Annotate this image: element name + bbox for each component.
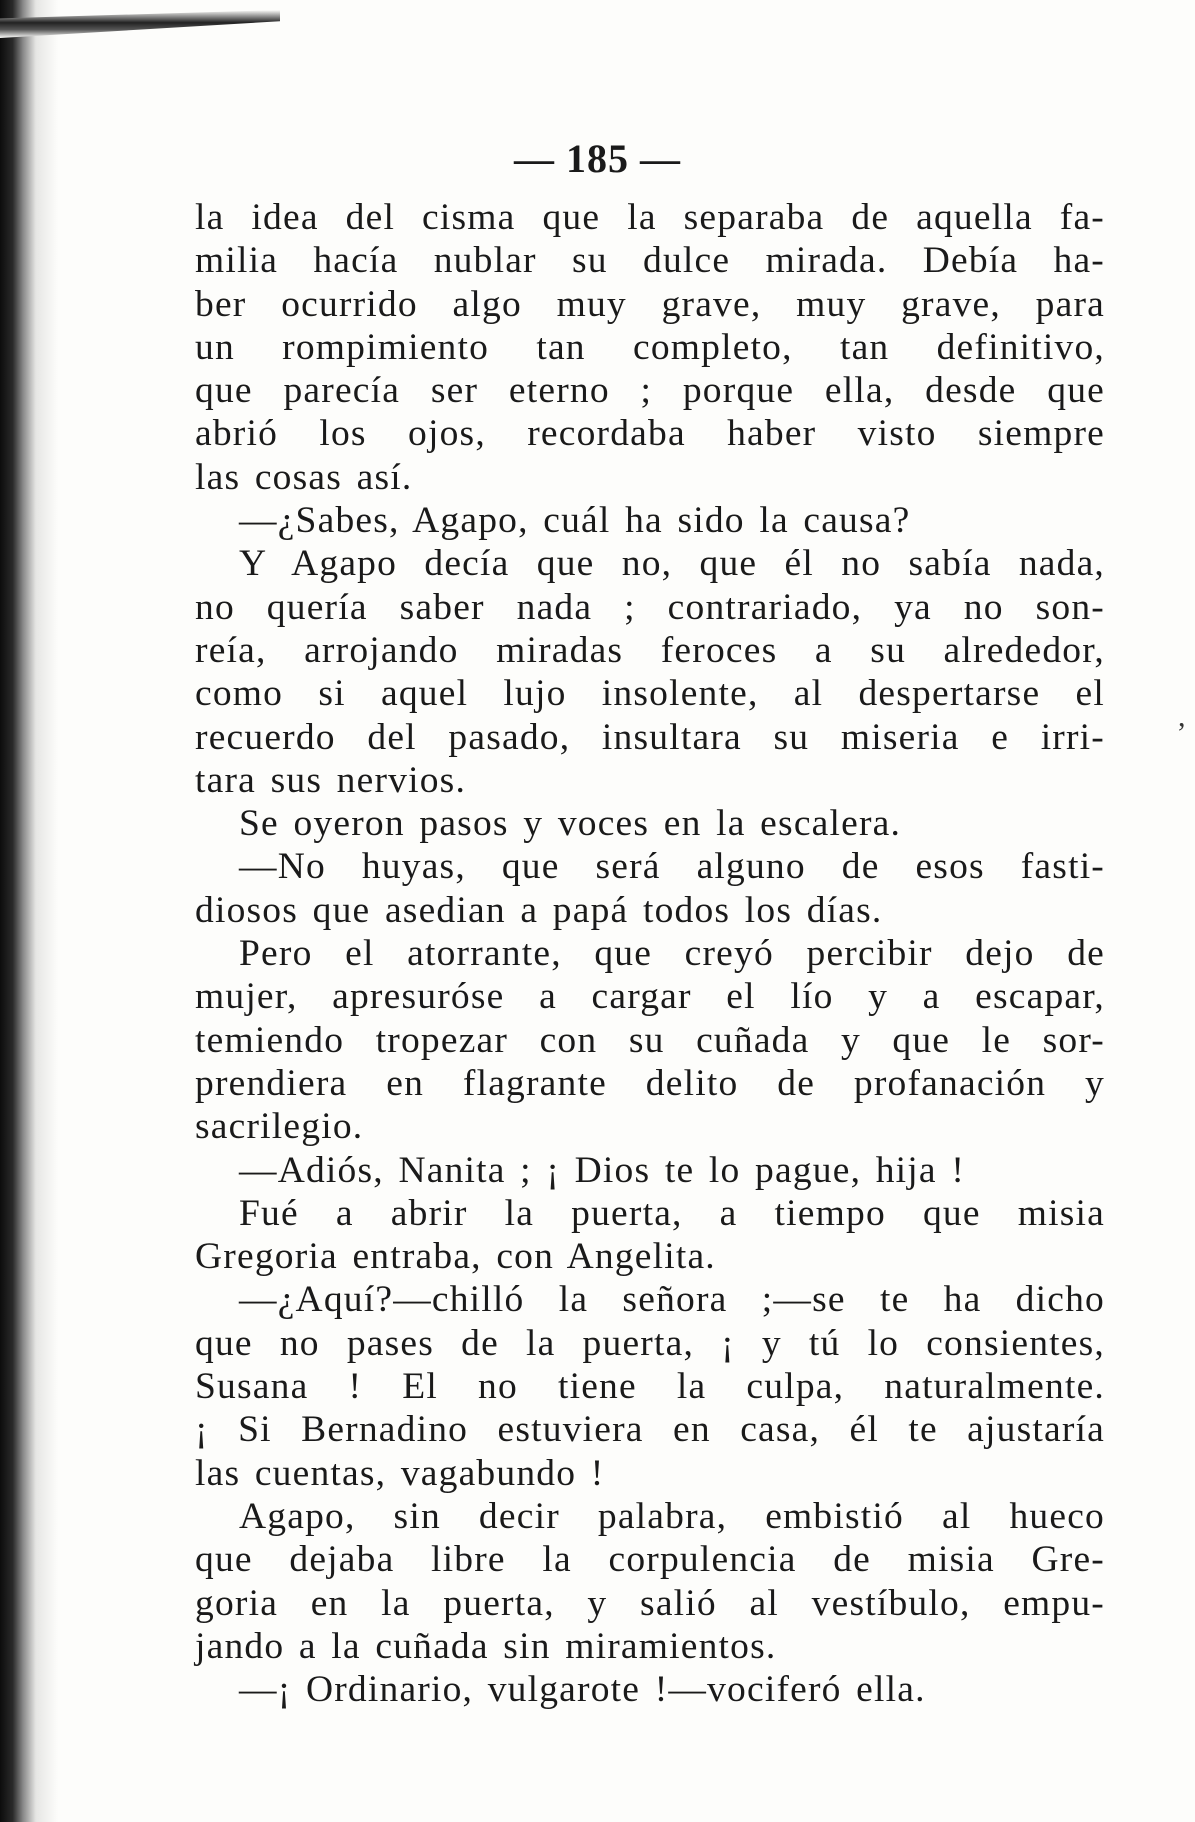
text-line: ¡ Si Bernadino estuviera en casa, él te ajustaría (195, 1409, 1105, 1451)
text-line: que dejaba libre la corpulencia de misia Gre- (195, 1539, 1105, 1581)
text-line: la idea del cisma que la separaba de aquella fa- (195, 197, 1105, 238)
text-line: mujer, apresuróse a cargar el lío y a escapar, (195, 976, 1105, 1018)
text-line: no quería saber nada ; contrariado, ya no son- (195, 586, 1105, 628)
text-line: ber ocurrido algo muy grave, muy grave, para (195, 283, 1105, 325)
body-text (195, 196, 1105, 1711)
text-line: recuerdo del pasado, insultara su miseria e irri- (195, 716, 1105, 758)
text-line: reía, arrojando miradas feroces a su alrededor, (195, 629, 1105, 671)
text-line: —¡ Ordinario, vulgarote !—vociferó ella. (239, 1669, 926, 1711)
text-line: las cuentas, vagabundo ! (195, 1452, 605, 1494)
text-line: Agapo, sin decir palabra, embistió al hueco (239, 1495, 1105, 1537)
text-line: temiendo tropezar con su cuñada y que le sor- (195, 1019, 1105, 1061)
text-line: Y Agapo decía que no, que él no sabía nada, (239, 543, 1105, 585)
text-line: —Adiós, Nanita ; ¡ Dios te lo pague, hija ! (239, 1149, 966, 1191)
text-line: como si aquel lujo insolente, al despertarse el (195, 673, 1105, 715)
page-number: — 185 — (514, 136, 681, 181)
text-line: goria en la puerta, y salió al vestíbulo, empu- (195, 1582, 1105, 1624)
text-line: prendiera en flagrante delito de profanación y (195, 1062, 1105, 1104)
text-line: las cosas así. (195, 456, 413, 498)
text-line: —No huyas, que será alguno de esos fasti- (239, 846, 1105, 888)
text-line: sacrilegio. (195, 1106, 364, 1148)
text-line: Fué a abrir la puerta, a tiempo que misia (239, 1192, 1105, 1234)
text-line: tara sus nervios. (195, 759, 467, 801)
text-line: diosos que asedian a papá todos los días. (195, 889, 883, 931)
text-line: Gregoria entraba, con Angelita. (195, 1236, 716, 1278)
book-spine-shadow (0, 0, 58, 1822)
margin-speck: , (1178, 700, 1186, 733)
text-line: un rompimiento tan completo, tan definitivo, (195, 326, 1105, 368)
text-line: milia hacía nublar su dulce mirada. Debía ha- (195, 240, 1105, 282)
text-line: abrió los ojos, recordaba haber visto siempre (195, 413, 1105, 455)
text-line: Se oyeron pasos y voces en la escalera. (239, 803, 902, 845)
text-line: Pero el atorrante, que creyó percibir dejo de (239, 933, 1105, 975)
text-line: que no pases de la puerta, ¡ y tú lo consientes, (195, 1322, 1105, 1364)
text-line: Susana ! El no tiene la culpa, naturalmente. (195, 1366, 1105, 1408)
text-line: —¿Aquí?—chilló la señora ;—se te ha dicho (239, 1279, 1105, 1321)
text-line: jando a la cuñada sin miramientos. (195, 1625, 777, 1667)
text-line: —¿Sabes, Agapo, cuál ha sido la causa? (239, 500, 911, 542)
text-line: que parecía ser eterno ; porque ella, desde que (195, 370, 1105, 412)
